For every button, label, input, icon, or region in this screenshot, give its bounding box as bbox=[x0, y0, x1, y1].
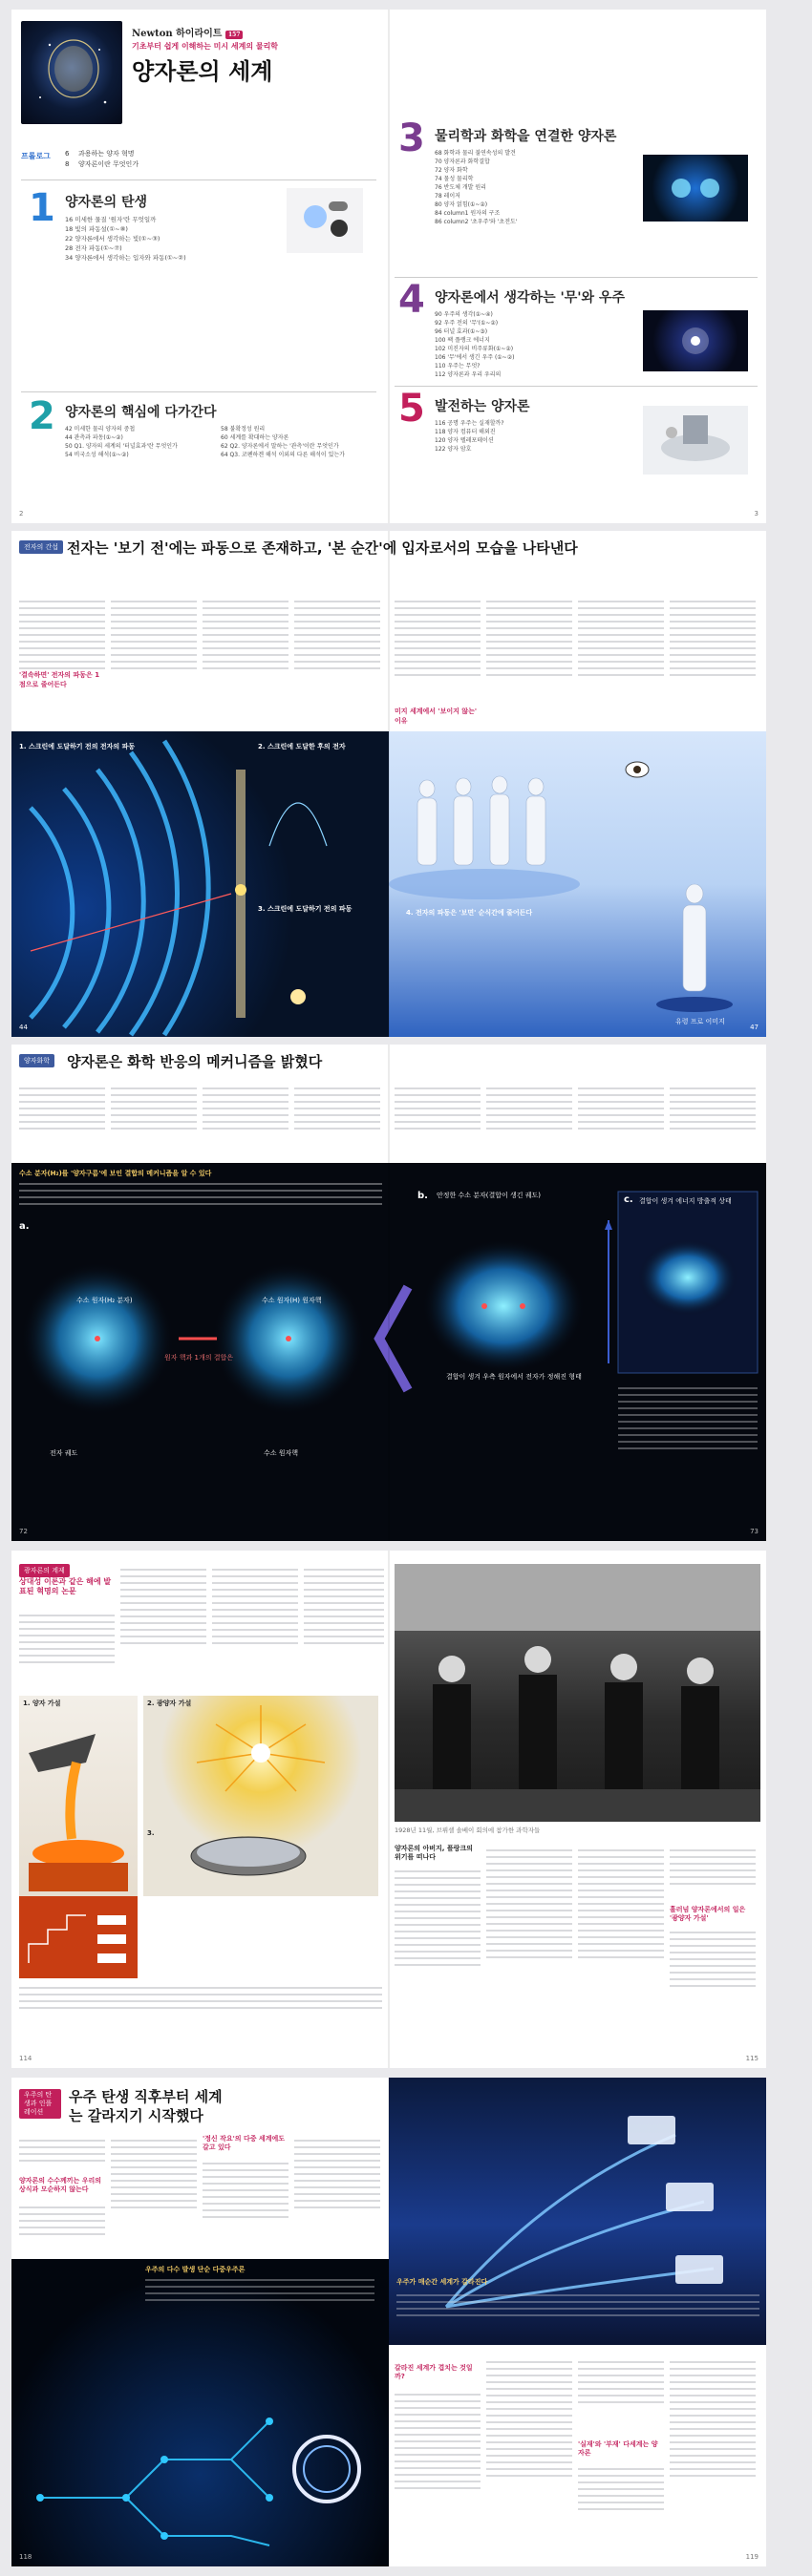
body-text bbox=[19, 1083, 105, 1153]
toc-left-page bbox=[11, 10, 389, 523]
caption-title: 수소 분자(H₂)를 '양자구름'에 보인 결합의 메커니즘을 알 수 있다 bbox=[19, 1170, 212, 1177]
molten-metal-icon bbox=[19, 1696, 138, 1896]
panel-a-label: 수소 원자(H₂ 분자) bbox=[76, 1297, 133, 1304]
chapter-3-thumb bbox=[643, 155, 748, 222]
body-text bbox=[19, 596, 105, 714]
figure-label-3: 3. bbox=[147, 1829, 155, 1837]
chemistry-left-page bbox=[11, 1045, 389, 1541]
scientists-photo-icon bbox=[395, 1564, 760, 1822]
caption-text bbox=[19, 1178, 382, 1213]
section-head-4: '실재'와 '부재' 다세계는 양자론 bbox=[578, 2440, 658, 2457]
body-text bbox=[670, 596, 756, 720]
light-burst-illustration bbox=[143, 1696, 378, 1896]
page-number: 3 bbox=[754, 510, 759, 517]
caption-text bbox=[145, 2274, 374, 2312]
chapter-4-block[interactable] bbox=[395, 277, 758, 382]
page-number: 47 bbox=[750, 1024, 759, 1031]
chapter-5-block[interactable] bbox=[395, 386, 758, 491]
panel-b-tag: b. bbox=[417, 1191, 428, 1201]
body-text bbox=[578, 2463, 664, 2542]
figure-label-1: 1. 스크린에 도달하기 전의 전자의 파동 bbox=[19, 743, 136, 750]
panel-a-label: 원자 핵과 1개의 결합은 bbox=[164, 1354, 233, 1362]
panel-a-tag: a. bbox=[19, 1221, 30, 1232]
chapter-3-number: 3 bbox=[398, 116, 425, 160]
chapter-4-number: 4 bbox=[398, 278, 425, 322]
series-number: 157 bbox=[225, 31, 244, 39]
page-number: 114 bbox=[19, 2055, 32, 2062]
series-badge bbox=[132, 25, 243, 39]
panel-a-label: 전자 궤도 bbox=[50, 1449, 78, 1457]
chapter-1-number: 1 bbox=[29, 186, 55, 230]
hydrogen-atom-clouds-icon bbox=[11, 1163, 389, 1541]
history-right-page bbox=[389, 1551, 766, 2068]
section-tag: 전자의 간섭 bbox=[19, 540, 63, 554]
figure-caption: 유령 프로 이미지 bbox=[675, 1018, 725, 1025]
body-text bbox=[294, 2135, 380, 2249]
multiverse-illustration-left bbox=[11, 2259, 389, 2566]
body-text bbox=[111, 2135, 197, 2249]
chapter-1-block[interactable] bbox=[21, 179, 376, 285]
series-label: Newton 하이라이트 bbox=[132, 29, 223, 39]
history-spread bbox=[11, 1551, 766, 2068]
historic-photo bbox=[395, 1564, 760, 1822]
chapter-4-thumb bbox=[643, 310, 748, 371]
body-text bbox=[578, 1845, 664, 2018]
book-title: 양자론의 세계 bbox=[132, 58, 273, 85]
body-text bbox=[578, 1083, 664, 1153]
body-text bbox=[203, 2158, 288, 2249]
body-text bbox=[395, 596, 481, 720]
light-rays-icon bbox=[143, 1696, 378, 1896]
universe-right-page bbox=[389, 2078, 766, 2566]
body-text bbox=[19, 2202, 105, 2249]
prologue-item: 6 과용하는 양자 혁명 bbox=[65, 150, 135, 158]
chemistry-spread bbox=[11, 1045, 766, 1541]
body-text bbox=[395, 1083, 481, 1153]
page-number: 119 bbox=[745, 2553, 759, 2561]
cover-art-head bbox=[21, 21, 122, 124]
electron-spread bbox=[11, 531, 766, 1037]
article-title: 양자론은 화학 반응의 메커니즘을 밝혔다 bbox=[67, 1053, 323, 1070]
body-text bbox=[670, 2356, 756, 2542]
ghost-figures-illustration bbox=[389, 731, 766, 1037]
page-number: 115 bbox=[745, 2055, 759, 2062]
page-number: 72 bbox=[19, 1528, 28, 1535]
chapter-1-title: 양자론의 탄생 bbox=[65, 195, 148, 210]
prologue-item: 8 양자론이란 무엇인가 bbox=[65, 160, 139, 168]
body-text bbox=[19, 1610, 115, 1686]
figure-label-2: 2. 스크린에 도달한 후의 전자 bbox=[258, 743, 346, 750]
section-tag: 광자론의 계제 bbox=[19, 1564, 70, 1577]
body-text bbox=[486, 1845, 572, 2018]
toc-right-page bbox=[389, 10, 766, 523]
body-text bbox=[670, 1845, 756, 1902]
figure-label-1: 1. 양자 가설 bbox=[23, 1700, 61, 1707]
chapter-1-thumb bbox=[287, 188, 363, 253]
section-tag: 우주의 탄생과 인플레이션 bbox=[19, 2089, 61, 2119]
figure-caption: 우주가 매순간 세계가 갈라진다 bbox=[396, 2278, 488, 2286]
chapter-5-title: 발전하는 양자론 bbox=[435, 399, 530, 414]
section-head: '결속하면' 전자의 파동은 1점으로 줄어든다 bbox=[19, 671, 100, 688]
panel-c-label: 결합이 생겨 에너지 방출적 상태 bbox=[639, 1197, 732, 1205]
figure-label-3: 3. 스크린에 도달하기 전의 파동 bbox=[258, 905, 353, 913]
section-head: 양자론의 수수께끼는 우리의 상식과 모순하지 않는다 bbox=[19, 2177, 102, 2193]
furnace-illustration bbox=[19, 1696, 138, 1896]
panel-b-label: 결합이 생겨 우측 원자에서 전자가 정해진 형태 bbox=[446, 1373, 582, 1381]
body-text bbox=[670, 1083, 756, 1153]
section-head: 상대성 이론과 같은 해에 발표된 혁명의 논문 bbox=[19, 1577, 112, 1595]
glowing-head-icon bbox=[21, 21, 122, 124]
panel-b-label: 안정한 수소 분자(결합이 생긴 궤도) bbox=[437, 1192, 542, 1199]
hydrogen-bond-illustration-left bbox=[11, 1163, 389, 1541]
history-left-page bbox=[11, 1551, 389, 2068]
chapter-2-block[interactable] bbox=[21, 391, 376, 496]
chapter-3-title: 물리학과 화학을 연결한 양자론 bbox=[435, 129, 617, 144]
body-text bbox=[111, 596, 197, 714]
article-title: 우주 탄생 직후부터 세계는 갈라지기 시작했다 bbox=[69, 2088, 223, 2124]
body-text bbox=[486, 2356, 572, 2542]
wave-rings-icon bbox=[11, 731, 389, 1037]
figure-label-2: 2. 광양자 가설 bbox=[147, 1700, 192, 1707]
body-text bbox=[294, 1083, 380, 1153]
chapter-2-number: 2 bbox=[29, 394, 55, 438]
body-text bbox=[203, 1083, 288, 1153]
chapter-3-block[interactable] bbox=[395, 116, 758, 265]
body-text bbox=[578, 2356, 664, 2433]
caption-text bbox=[396, 2290, 759, 2328]
body-text bbox=[486, 596, 572, 720]
section-head-4: 흘러넘 양자론에서의 일은 '광양자 가설' bbox=[670, 1906, 746, 1922]
body-text bbox=[395, 2389, 481, 2542]
body-text bbox=[578, 596, 664, 720]
article-title: 전자는 '보기 전'에는 파동으로 존재하고, '본 순간'에 입자로서의 모습을 나타낸다 bbox=[67, 539, 578, 557]
chapter-4-items: 90 우주의 생각(①~④) 92 우주 전의 '무'(①~②) 96 터널 효과(①~③) 100 팩 플랭크 에너지 102 미진자의 비주류화(①~②) 106 '무'에서 생긴 우주 (①~②) 110 우주는 무엇? 112 양자론과 우리 우리의 bbox=[435, 311, 515, 378]
chart-box bbox=[19, 1896, 138, 1978]
electron-right-page bbox=[389, 531, 766, 1037]
people-figures-icon bbox=[389, 731, 766, 1037]
chapter-2-title: 양자론의 핵심에 다가간다 bbox=[65, 405, 217, 420]
caption-text bbox=[19, 1982, 382, 2020]
caption-text bbox=[618, 1383, 758, 1497]
universe-spread bbox=[11, 2078, 766, 2566]
photo-caption: 1928년 11월, 브뤼셀 솔베이 회의에 참가한 과학자들 bbox=[395, 1826, 541, 1834]
body-text bbox=[120, 1564, 206, 1686]
multiverse-illustration-right bbox=[389, 2078, 766, 2345]
body-text bbox=[395, 1866, 481, 2018]
section-head-2: '정신 작요'의 다중 세계에도 갈고 있다 bbox=[203, 2135, 285, 2151]
electron-wave-illustration bbox=[11, 731, 389, 1037]
book-subtitle: 기초부터 쉽게 이해하는 미시 세계의 물리학 bbox=[132, 42, 279, 51]
section-head-3: 갈라진 세계가 겹치는 것일까? bbox=[395, 2364, 473, 2380]
energy-steps-icon bbox=[19, 1896, 138, 1978]
page-number: 118 bbox=[19, 2553, 32, 2561]
chapter-5-items: 116 공명 우주는 실재할까? 118 양자 컴퓨터 해외진 120 양자 텔레포테이션 122 양자 암호 bbox=[435, 420, 504, 453]
chapter-2-items: 42 미세한 물리 양자의 중첩 44 관측과 파동(①~②) 50 Q1. 양자의 세계의 '터널효과'란 무엇인가 54 비국소성 해석(①~②) 58 불확정성 원리 60 세계를 확대하는 양자론 62 Q2. 양자론에서 말하는 '관측'이란 무엇인가 64 Q3. 코펜하겐 해석 이외의 다른 해석이 있는가 bbox=[65, 426, 345, 458]
page-number: 73 bbox=[750, 1528, 759, 1535]
page-number: 44 bbox=[19, 1024, 28, 1031]
panel-a-label: 수소 원자핵 bbox=[264, 1449, 299, 1457]
chemistry-right-page bbox=[389, 1045, 766, 1541]
body-text bbox=[203, 596, 288, 714]
figure-label-4: 4. 전자의 파동은 '보면' 순식간에 줄어든다 bbox=[406, 909, 533, 917]
body-text bbox=[486, 1083, 572, 1153]
panel-a-label: 수소 원자(H) 원자핵 bbox=[262, 1297, 322, 1304]
figure-caption: 우주의 다수 발생 단순 다중우주론 bbox=[145, 2266, 246, 2273]
chapter-5-number: 5 bbox=[398, 387, 425, 431]
page-number: 2 bbox=[19, 510, 24, 517]
body-text bbox=[212, 1564, 298, 1686]
body-text bbox=[294, 596, 380, 714]
toc-spread bbox=[11, 10, 766, 523]
prologue-label: 프롤로그 bbox=[21, 152, 51, 160]
body-text bbox=[670, 1927, 756, 2018]
universe-left-page bbox=[11, 2078, 389, 2566]
chapter-4-title: 양자론에서 생각하는 '무'와 우주 bbox=[435, 290, 626, 306]
hydrogen-bond-illustration-right bbox=[389, 1163, 766, 1541]
body-text bbox=[19, 2135, 105, 2173]
body-text bbox=[111, 1083, 197, 1153]
section-head-2: 양자론의 아버지, 플랑크의 위기를 떠나다 bbox=[395, 1845, 473, 1861]
body-text bbox=[304, 1564, 384, 1686]
chapter-3-items: 68 화학과 물리 불연속성의 발견 70 양자론과 화학결합 72 양자 화학 74 물성 물리학 76 반도체 개발 원리 78 레이저 80 양자 얽힘(①~②) 84 column1 원자의 구조 86 column2 '초우주'와 '초전도' bbox=[435, 150, 518, 225]
panel-c-tag: c. bbox=[624, 1194, 633, 1205]
section-head-2: 미지 세계에서 '보이지 않는' 이유 bbox=[395, 707, 477, 725]
section-tag: 양자화학 bbox=[19, 1054, 54, 1067]
chapter-1-items: 16 미세한 물질 '원자'란 무엇일까 18 빛의 파동설(①~⑧) 22 양자론에서 생각하는 빛(①~③) 28 전자 파동(①~⑦) 34 양자론에서 생각하는 입자와 파동(①~②) bbox=[65, 216, 186, 262]
chapter-5-thumb bbox=[643, 406, 748, 475]
